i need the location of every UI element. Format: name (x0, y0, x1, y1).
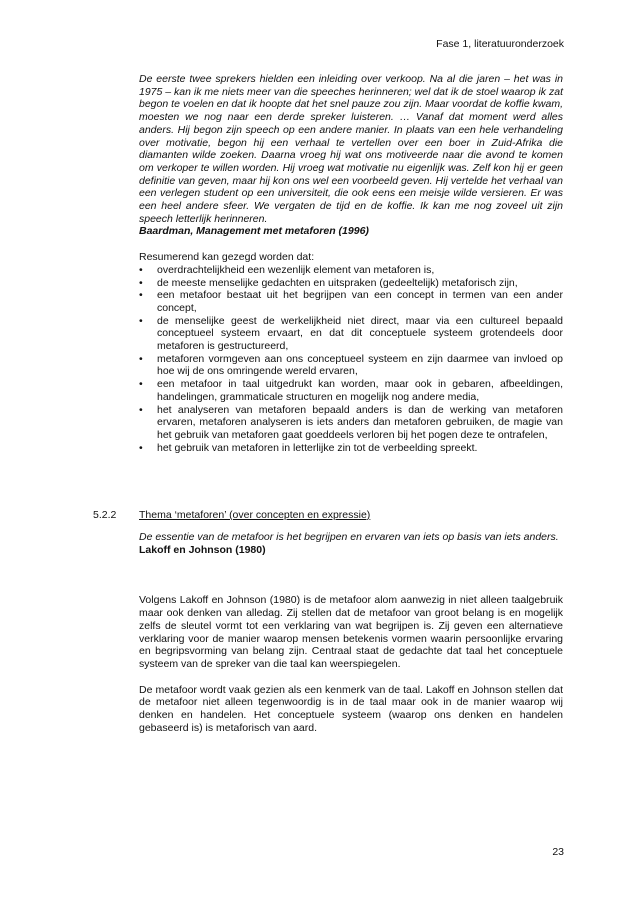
quote-block (139, 73, 563, 454)
list-item: • een metafoor bestaat uit het begrijpen van een concept in termen van een ander concept, (139, 289, 563, 314)
list-item: • de menselijke geest de werkelijkheid niet direct, maar via een cultureel bepaald conceptueel systeem ervaart, en dat dit conceptuele systeem grotendeels door metaforen is gestructureerd, (139, 315, 563, 353)
list-item: • metaforen vormgeven aan ons conceptueel systeem en zijn daarmee van invloed op hoe wij de ons omringende wereld ervaren, (139, 353, 563, 378)
page-number: 23 (552, 846, 564, 858)
list-item: • een metafoor in taal uitgedrukt kan worden, maar ook in gebaren, afbeeldingen, handelingen, grammaticale structuren en mogelijk nog andere media, (139, 378, 563, 403)
list-item: • het analyseren van metaforen bepaald anders is dan de werking van metaforen ervaren, metaforen analyseren is iets anders dan metaforen gebruiken, de magie van het gebruik van metaforen gaat goeddeels verloren bij het pogen deze te ontrafelen, (139, 404, 563, 442)
list-item: • het gebruik van metaforen in letterlijke zin tot de verbeelding spreekt. (139, 442, 563, 455)
summary-list (139, 264, 563, 455)
quote-source: Baardman, Management met metaforen (1996) (139, 225, 369, 238)
body-paragraph-2: De metafoor wordt vaak gezien als een kenmerk van de taal. Lakoff en Johnson stellen dat de metafoor niet alleen tegenwoordig is in de taal maar ook in de manier waarop wij denken en handelen. Het conceptuele systeem (waarop ons denken en handelen gebaseerd is) is metaforisch van aard. (139, 683, 563, 734)
section-title: Thema ‘metaforen’ (over concepten en expressie) (139, 509, 371, 521)
section-quote-source: Lakoff en Johnson (1980) (139, 543, 266, 556)
quote-text: De eerste twee sprekers hielden een inleiding over verkoop. Na al die jaren – het was in 1975 – kan ik me niets meer van die speeches herinneren; wel dat ik de stoel waarop ik zat begon te voelen en dat ik hoopte dat het snel pauze zou zijn. Maar voordat de koffie kwam, moesten we nog naar een derde spreker luisteren. … Vanaf dat moment werd alles anders. Hij begon zijn speech op een andere manier. In plaats van een hele verhandeling over motivatie, begon hij een verhaal te vertellen over een boer in Zuid-Afrika die diamanten wilde zoeken. Daarna vroeg hij wat ons motiveerde naar die avond te komen om verkoper te willen worden. Hij vroeg wat motivatie nu eigenlijk was. Zelf kon hij er geen definitie van geven, maar hij kon ons wel een voorbeeld geven. Hij vertelde het verhaal van een verlegen student op een universiteit, die ook eens een meisje wilde versieren. Er was een heel andere sfeer. We vergaten de tijd en de koffie. Ik kan me nog zoveel uit zijn speech letterlijk herinneren. (139, 73, 563, 225)
list-item: • de meeste menselijke gedachten en uitspraken (gedeeltelijk) metaforisch zijn, (139, 277, 563, 290)
body-paragraph-1: Volgens Lakoff en Johnson (1980) is de metafoor alom aanwezig in niet alleen taalgebruik maar ook denken van alledag. Zij stellen dat de metafoor van groot belang is en mogelijk zelfs de sleutel vormt tot een verklaring van wat begrijpen is. Zij geven een alternatieve verklaring voor de manier waarop mensen betekenis vormen waarin persoonlijke ervaring en begripsvorming van belang zijn. Centraal staat de gedachte dat taal het conceptuele systeem van de spreker van die taal kan weerspiegelen. (139, 594, 563, 670)
list-item: • overdrachtelijkheid een wezenlijk element van metaforen is, (139, 264, 563, 277)
section-body (139, 531, 563, 734)
section-quote: De essentie van de metafoor is het begrijpen en ervaren van iets op basis van iets anders. (139, 531, 559, 543)
section-number: 5.2.2 (93, 509, 117, 521)
summary-intro: Resumerend kan gezegd worden dat: (139, 251, 315, 264)
running-header: Fase 1, literatuuronderzoek (436, 38, 564, 50)
